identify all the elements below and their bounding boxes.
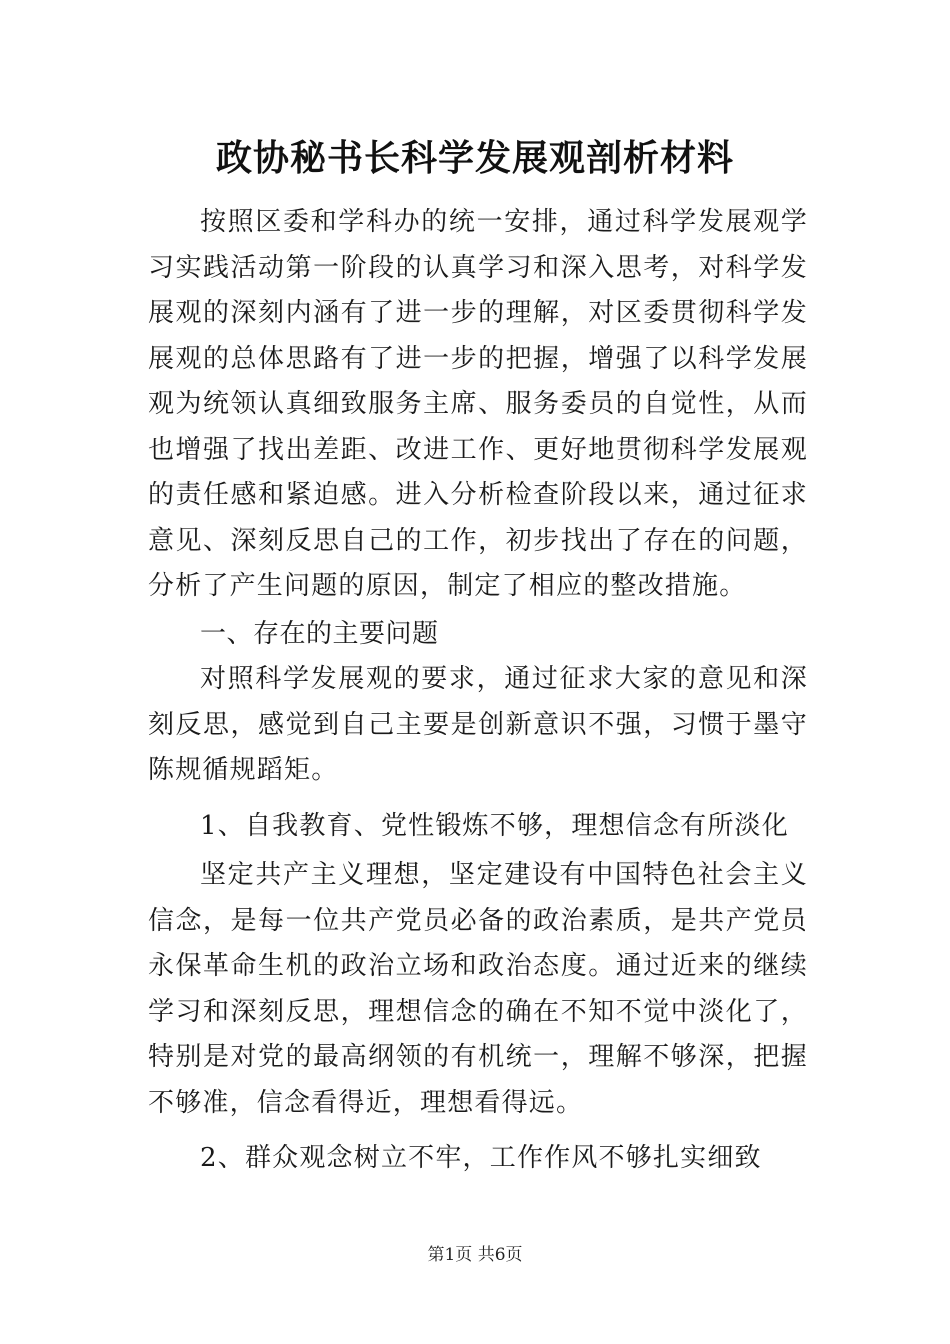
subsection-heading-1: 1、自我教育、党性锻炼不够，理想信念有所淡化 [200, 810, 789, 841]
document-body [148, 200, 808, 1186]
section-heading: 一、存在的主要问题 [200, 618, 439, 649]
intro-paragraph: 按照区委和学科办的统一安排，通过科学发展观学习实践活动第一阶段的认真学习和深入思考，对科学发展观的深刻内涵有了进一步的理解，对区委贯彻科学发展观的总体思路有了进一步的把握，增强了以科学发展观为统领认真细致服务主席、服务委员的自觉性，从而也增强了找出差距、改进工作、更好地贯彻科学发展观的责任感和紧迫感。进入分析检查阶段以来，通过征求意见、深刻反思自己的工作，初步找出了存在的问题，分析了产生问题的原因，制定了相应的整改措施。 [148, 207, 808, 601]
page-footer: 第1页 共6页 [427, 1245, 523, 1265]
subsection-heading-2: 2、群众观念树立不牢，工作作风不够扎实细致 [200, 1143, 762, 1173]
section-paragraph: 对照科学发展观的要求，通过征求大家的意见和深刻反思，感觉到自己主要是创新意识不强，习惯于墨守陈规循规蹈矩。 [148, 664, 808, 785]
subsection-paragraph-1: 坚定共产主义理想，坚定建设有中国特色社会主义信念，是每一位共产党员必备的政治素质，是共产党员永保革命生机的政治立场和政治态度。通过近来的继续学习和深刻反思，理想信念的确在不知不觉中淡化了，特别是对党的最高纲领的有机统一，理解不够深，把握不够准，信念看得近，理想看得远。 [148, 860, 808, 1118]
document-title: 政协秘书长科学发展观剖析材料 [215, 137, 734, 179]
